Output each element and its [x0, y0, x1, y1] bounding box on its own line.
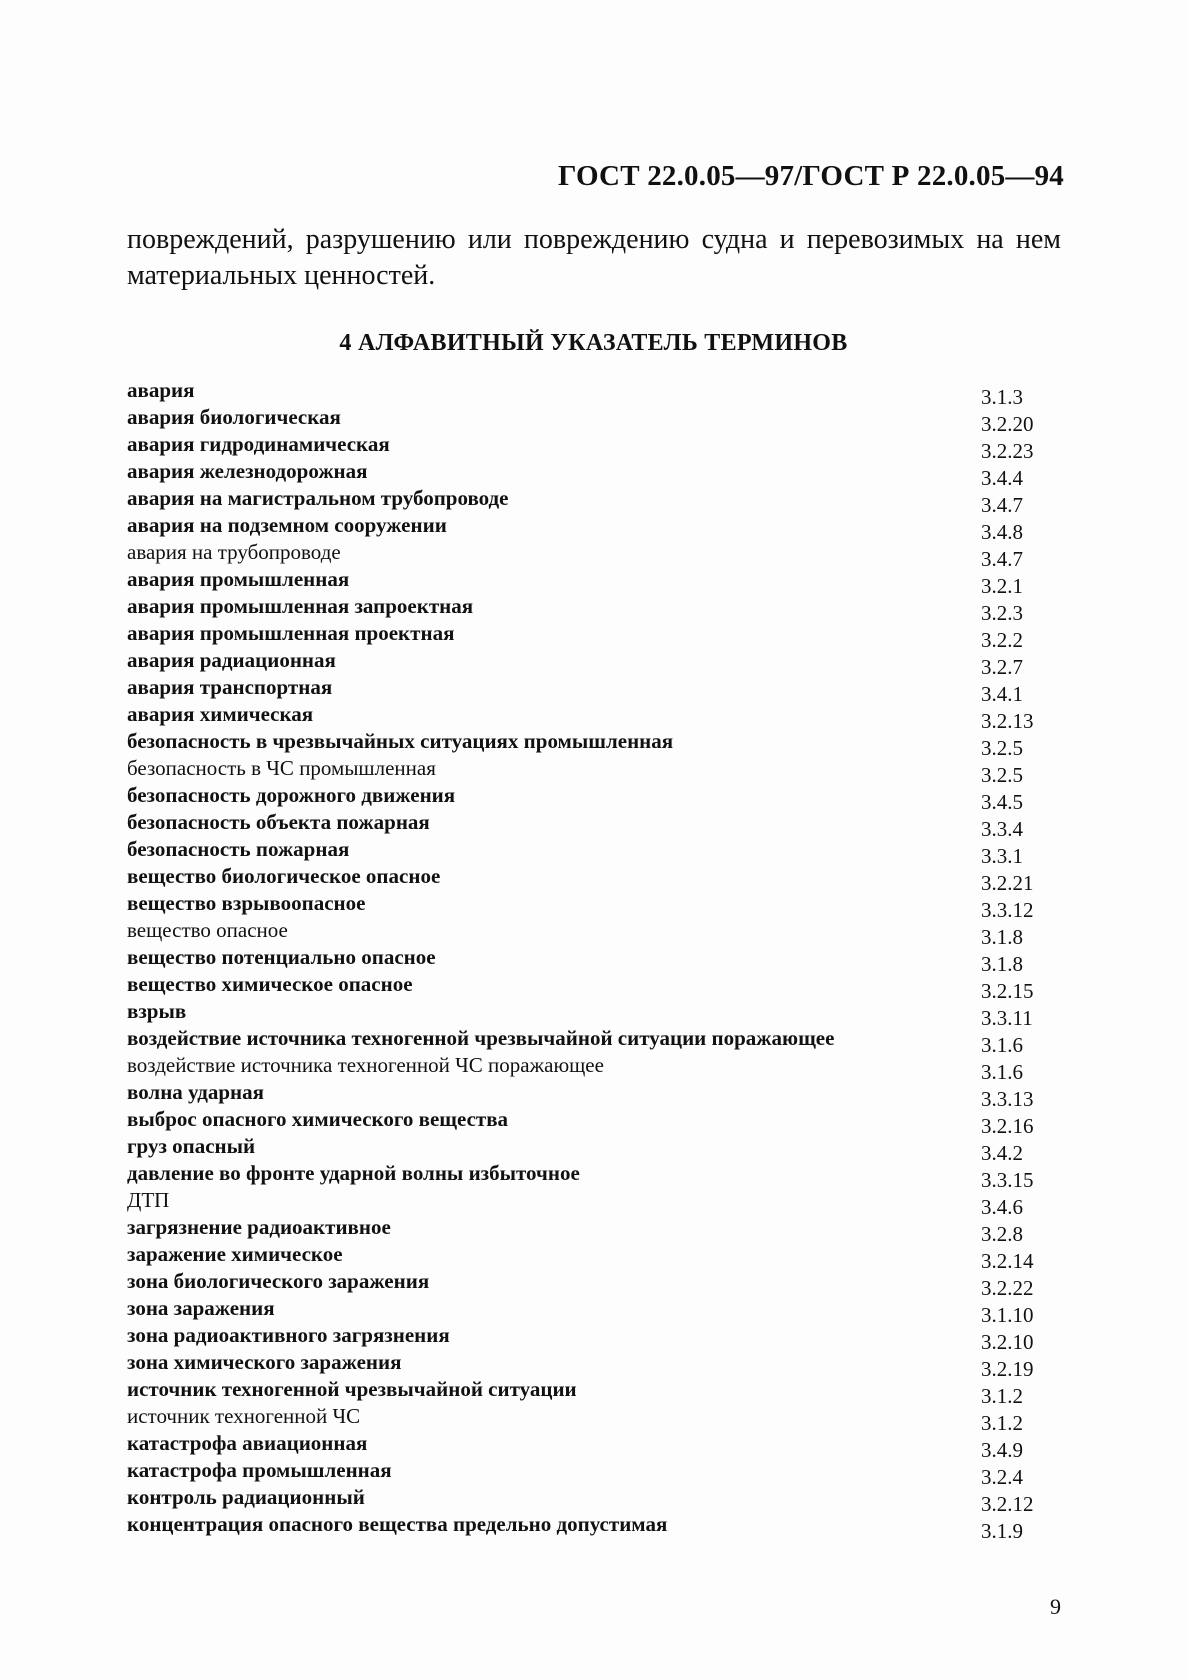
- index-reference: 3.1.3: [981, 385, 1023, 409]
- index-reference: 3.2.14: [981, 1249, 1034, 1273]
- index-term: авария на подземном сооружении: [127, 513, 447, 537]
- index-reference: 3.2.5: [981, 763, 1023, 787]
- index-reference: 3.4.6: [981, 1195, 1023, 1219]
- index-term: вещество биологическое опасное: [127, 864, 441, 888]
- index-reference: 3.4.7: [981, 493, 1023, 517]
- index-entry: [127, 1485, 1039, 1516]
- document-header: ГОСТ 22.0.05—97/ГОСТ Р 22.0.05—94: [558, 160, 1064, 192]
- index-entry: [127, 513, 1039, 544]
- index-term: безопасность в чрезвычайных ситуациях промышленная: [127, 729, 674, 753]
- index-term: источник техногенной ЧС: [127, 1404, 361, 1428]
- index-reference: 3.2.1: [981, 574, 1023, 598]
- index-term: зона радиоактивного загрязнения: [127, 1323, 450, 1347]
- index-reference: 3.1.2: [981, 1411, 1023, 1435]
- index-reference: 3.3.11: [981, 1006, 1033, 1030]
- index-term: безопасность дорожного движения: [127, 783, 456, 807]
- index-reference: 3.2.13: [981, 709, 1034, 733]
- index-entry: [127, 1404, 1039, 1435]
- term-index: [127, 378, 1039, 1543]
- index-term: загрязнение радиоактивное: [127, 1215, 391, 1239]
- index-reference: 3.2.2: [981, 628, 1023, 652]
- index-entry: [127, 1053, 1039, 1084]
- index-entry: [127, 675, 1039, 706]
- index-entry: [127, 540, 1039, 571]
- index-entry: [127, 729, 1039, 760]
- index-term: вещество взрывоопасное: [127, 891, 366, 915]
- index-entry: [127, 1215, 1039, 1246]
- index-term: авария: [127, 378, 195, 402]
- index-entry: [127, 999, 1039, 1030]
- index-reference: 3.4.9: [981, 1438, 1023, 1462]
- index-reference: 3.2.19: [981, 1357, 1034, 1381]
- index-term: воздействие источника техногенной чрезвычайной ситуации поражающее: [127, 1026, 835, 1050]
- index-entry: [127, 1161, 1039, 1192]
- index-term: воздействие источника техногенной ЧС поражающее: [127, 1053, 604, 1077]
- index-term: зона заражения: [127, 1296, 275, 1320]
- index-term: зона биологического заражения: [127, 1269, 430, 1293]
- index-term: авария промышленная: [127, 567, 350, 591]
- index-term: авария транспортная: [127, 675, 333, 699]
- index-term: волна ударная: [127, 1080, 264, 1104]
- section-title: 4 АЛФАВИТНЫЙ УКАЗАТЕЛЬ ТЕРМИНОВ: [339, 330, 848, 356]
- index-term: авария гидродинамическая: [127, 432, 390, 456]
- index-reference: 3.2.16: [981, 1114, 1034, 1138]
- index-entry: [127, 1242, 1039, 1273]
- index-reference: 3.2.23: [981, 439, 1034, 463]
- index-reference: 3.2.8: [981, 1222, 1023, 1246]
- index-reference: 3.3.15: [981, 1168, 1034, 1192]
- index-reference: 3.1.6: [981, 1060, 1023, 1084]
- index-entry: [127, 972, 1039, 1003]
- index-entry: [127, 648, 1039, 679]
- index-reference: 3.1.2: [981, 1384, 1023, 1408]
- index-entry: [127, 1269, 1039, 1300]
- index-entry: [127, 567, 1039, 598]
- index-entry: [127, 1431, 1039, 1462]
- index-term: груз опасный: [127, 1134, 256, 1158]
- index-term: вещество опасное: [127, 918, 288, 942]
- index-reference: 3.4.7: [981, 547, 1023, 571]
- index-reference: 3.2.3: [981, 601, 1023, 625]
- index-term: ДТП: [127, 1188, 170, 1212]
- index-entry: [127, 945, 1039, 976]
- index-reference: 3.2.12: [981, 1492, 1034, 1516]
- index-entry: [127, 810, 1039, 841]
- index-reference: 3.1.9: [981, 1519, 1023, 1543]
- index-entry: [127, 378, 1039, 409]
- index-term: источник техногенной чрезвычайной ситуации: [127, 1377, 577, 1401]
- index-reference: 3.2.7: [981, 655, 1023, 679]
- index-term: авария химическая: [127, 702, 314, 726]
- index-term: авария на трубопроводе: [127, 540, 341, 564]
- index-entry: [127, 891, 1039, 922]
- index-entry: [127, 756, 1039, 787]
- index-reference: 3.4.8: [981, 520, 1023, 544]
- index-term: безопасность объекта пожарная: [127, 810, 430, 834]
- intro-paragraph: повреждений, разрушению или повреждению судна и перевозимых на нем материальных ценностей.: [127, 224, 1061, 291]
- index-reference: 3.4.4: [981, 466, 1023, 490]
- index-entry: [127, 1377, 1039, 1408]
- index-reference: 3.2.20: [981, 412, 1034, 436]
- index-term: авария биологическая: [127, 405, 341, 429]
- index-term: авария на магистральном трубопроводе: [127, 486, 509, 510]
- index-term: авария промышленная проектная: [127, 621, 455, 645]
- index-term: вещество химическое опасное: [127, 972, 413, 996]
- index-reference: 3.3.13: [981, 1087, 1034, 1111]
- index-term: катастрофа авиационная: [127, 1431, 368, 1455]
- index-entry: [127, 1323, 1039, 1354]
- index-term: заражение химическое: [127, 1242, 343, 1266]
- index-entry: [127, 405, 1039, 436]
- page-number: 9: [1050, 1594, 1061, 1619]
- index-entry: [127, 594, 1039, 625]
- index-entry: [127, 1296, 1039, 1327]
- index-term: выброс опасного химического вещества: [127, 1107, 509, 1131]
- index-reference: 3.1.6: [981, 1033, 1023, 1057]
- index-reference: 3.4.2: [981, 1141, 1023, 1165]
- index-entry: [127, 459, 1039, 490]
- index-entry: [127, 702, 1039, 733]
- index-reference: 3.3.4: [981, 817, 1023, 841]
- index-entry: [127, 783, 1039, 814]
- index-entry: [127, 864, 1039, 895]
- index-reference: 3.3.12: [981, 898, 1034, 922]
- index-reference: 3.2.4: [981, 1465, 1023, 1489]
- index-entry: [127, 1080, 1039, 1111]
- index-term: авария радиационная: [127, 648, 336, 672]
- index-entry: [127, 1188, 1039, 1219]
- index-term: безопасность в ЧС промышленная: [127, 756, 436, 780]
- index-term: взрыв: [127, 999, 187, 1023]
- index-term: катастрофа промышленная: [127, 1458, 392, 1482]
- index-term: авария железнодорожная: [127, 459, 368, 483]
- index-reference: 3.2.5: [981, 736, 1023, 760]
- index-entry: [127, 1458, 1039, 1489]
- index-entry: [127, 1107, 1039, 1138]
- index-reference: 3.2.22: [981, 1276, 1034, 1300]
- index-reference: 3.1.8: [981, 925, 1023, 949]
- index-entry: [127, 432, 1039, 463]
- index-entry: [127, 1026, 1039, 1057]
- index-term: контроль радиационный: [127, 1485, 365, 1509]
- index-reference: 3.4.5: [981, 790, 1023, 814]
- index-reference: 3.2.21: [981, 871, 1034, 895]
- index-reference: 3.3.1: [981, 844, 1023, 868]
- index-term: вещество потенциально опасное: [127, 945, 436, 969]
- index-term: концентрация опасного вещества предельно допустимая: [127, 1512, 668, 1536]
- index-term: авария промышленная запроектная: [127, 594, 474, 618]
- index-reference: 3.1.10: [981, 1303, 1034, 1327]
- index-entry: [127, 918, 1039, 949]
- index-reference: 3.2.10: [981, 1330, 1034, 1354]
- index-reference: 3.2.15: [981, 979, 1034, 1003]
- index-entry: [127, 1134, 1039, 1165]
- index-entry: [127, 621, 1039, 652]
- index-term: зона химического заражения: [127, 1350, 402, 1374]
- index-entry: [127, 1512, 1039, 1543]
- index-term: давление во фронте ударной волны избыточное: [127, 1161, 580, 1185]
- index-entry: [127, 486, 1039, 517]
- index-reference: 3.4.1: [981, 682, 1023, 706]
- index-term: безопасность пожарная: [127, 837, 350, 861]
- index-entry: [127, 1350, 1039, 1381]
- index-entry: [127, 837, 1039, 868]
- index-reference: 3.1.8: [981, 952, 1023, 976]
